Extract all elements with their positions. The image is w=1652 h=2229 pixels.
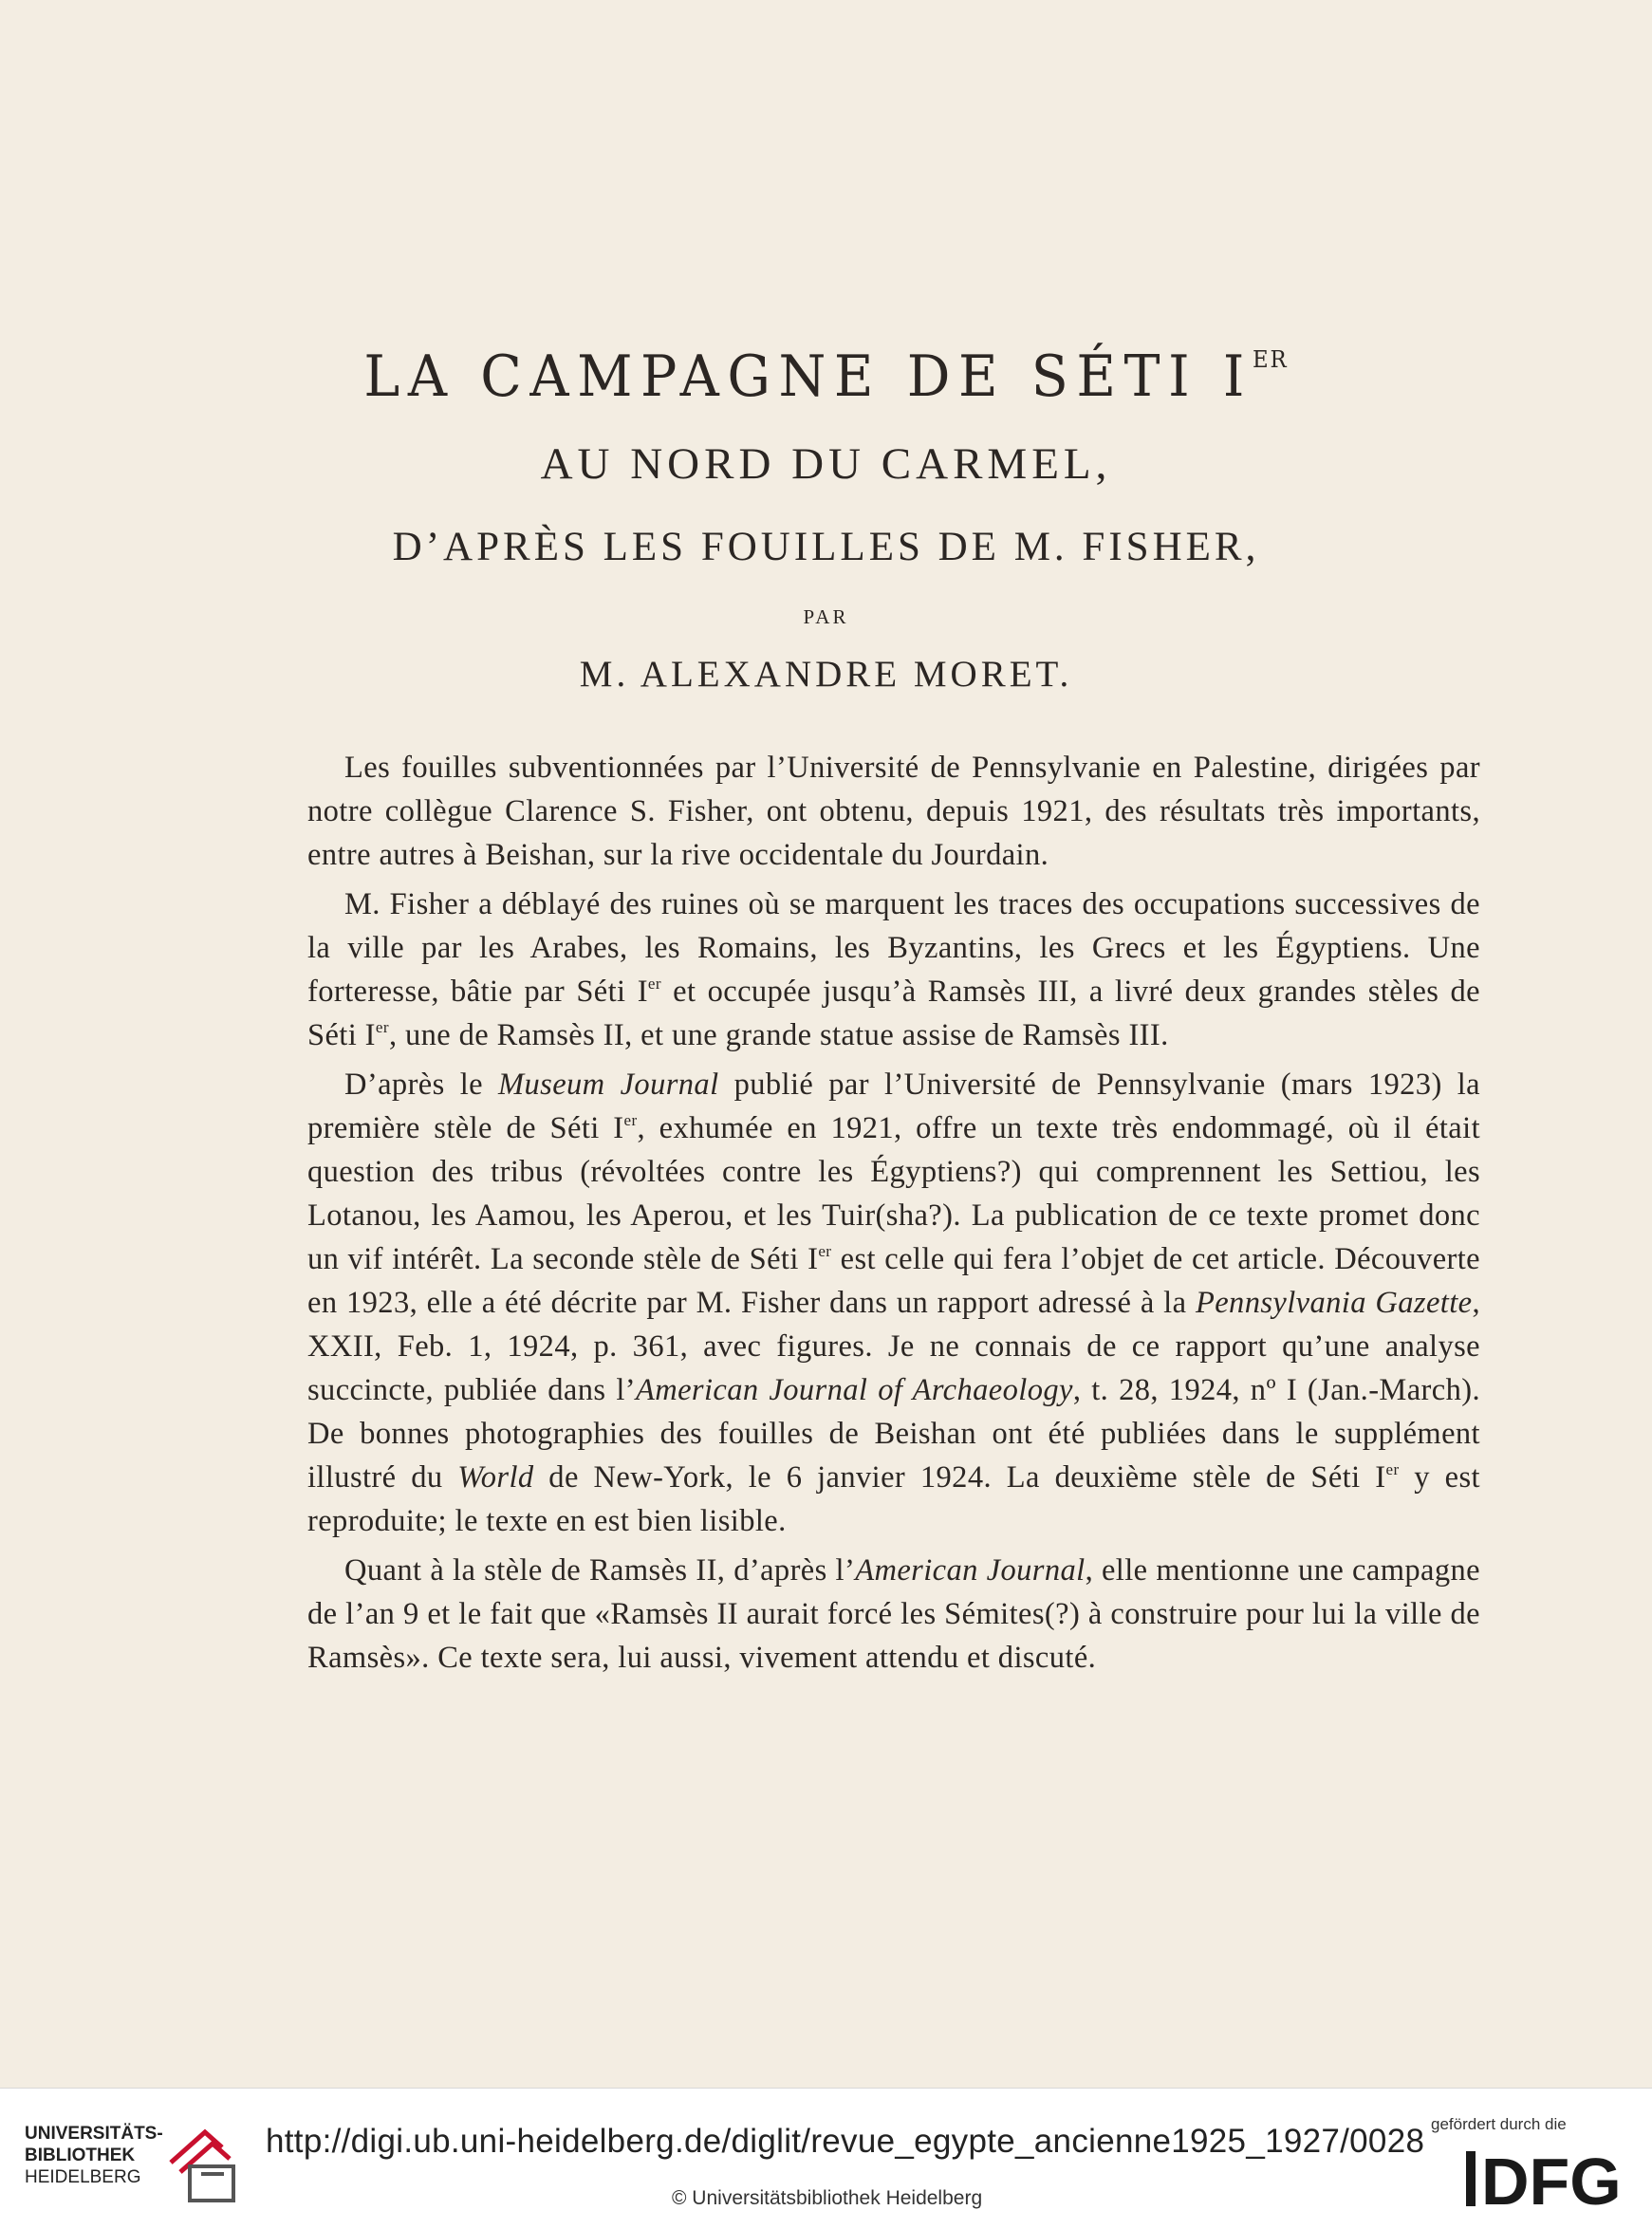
paragraph-4: Quant à la stèle de Ramsès II, d’après l’American Journal, elle mentionne une campagne de l’an 9 et le fait que «Ramsès II aurait forcé les Sémites(?) à construire pour lui la ville de Ramsès». Ce texte sera, lui aussi, vivement attendu et discuté.: [307, 1553, 1480, 1675]
copyright-notice: © Universitätsbibliothek Heidelberg: [672, 2187, 983, 2209]
american-journal-archaeology-title: American Journal of Archaeology: [635, 1373, 1073, 1407]
university-library-logo[interactable]: [25, 2123, 252, 2208]
subtitle-line3: D’APRÈS LES FOUILLES DE M. FISHER,: [392, 525, 1260, 569]
world-title: World: [457, 1460, 534, 1495]
university-name: UNIVERSITÄTS- BIBLIOTHEK HEIDELBERG: [25, 2124, 163, 2187]
dfg-logo-text: DFG: [1481, 2145, 1622, 2212]
funding-note: gefördert durch die: [1431, 2115, 1567, 2133]
subtitle-line2: AU NORD DU CARMEL,: [540, 439, 1112, 489]
article-title: [42, 344, 1611, 410]
american-journal-title: American Journal: [855, 1553, 1086, 1588]
paragraph-1: Les fouilles subventionnées par l’Université de Pennsylvanie en Palestine, dirigées par notre collègue Clarence S. Fisher, ont obtenu, depuis 1921, des résultats très importants, entre autres à Beishan, sur la rive occidentale du Jourdain.: [307, 751, 1480, 872]
author-name: M. ALEXANDRE MORET.: [579, 654, 1073, 695]
dfg-logo-icon[interactable]: [1466, 2145, 1629, 2212]
permalink-url[interactable]: http://digi.ub.uni-heidelberg.de/diglit/revue_egypte_ancienne1925_1927/0028: [266, 2123, 1425, 2160]
paragraph-2: M. Fisher a déblayé des ruines où se marquent les traces des occupations successives de la ville par les Arabes, les Romains, les Byzantins, les Grecs et les Égyptiens. Une forteresse, bâtie par Séti Ier et occupée jusqu’à Ramsès III, a livré deux grandes stèles de Séti Ier, une de Ramsès II, et une grande statue assise de Ramsès III.: [307, 887, 1480, 1052]
museum-journal-title: Museum Journal: [498, 1068, 719, 1102]
university-emblem-icon: [167, 2125, 249, 2204]
pennsylvania-gazette-title: Pennsylvania Gazette: [1195, 1286, 1473, 1320]
paragraph-3: D’après le Museum Journal publié par l’Université de Pennsylvanie (mars 1923) la première stèle de Séti Ier, exhumée en 1921, offre un texte très endommagé, où il était question des tribus (révoltées contre les Égyptiens?) qui comprennent les Settiou, les Lotanou, les Aamou, les Aperou, et les Tuir(sha?). La publication de ce texte promet donc un vif intérêt. La seconde stèle de Séti Ier est celle qui fera l’objet de cet article. Découverte en 1923, elle a été décrite par M. Fisher dans un rapport adressé à la Pennsylvania Gazette, XXII, Feb. 1, 1924, p. 361, avec figures. Je ne connais de ce rapport qu’une analyse succincte, publiée dans l’American Journal of Archaeology, t. 28, 1924, nº I (Jan.-March). De bonnes photographies des fouilles de Beishan ont été publiées dans le supplément illustré du World de New-York, le 6 janvier 1924. La deuxième stèle de Séti Ier y est reproduite; le texte en est bien lisible.: [307, 1068, 1480, 1538]
by-label: PAR: [803, 605, 849, 628]
article-body: [307, 746, 1480, 1685]
title-line1: LA CAMPAGNE DE SÉTI I: [363, 344, 1253, 410]
viewer-footer: [0, 2088, 1652, 2229]
title-superscript: ER: [1252, 346, 1289, 373]
